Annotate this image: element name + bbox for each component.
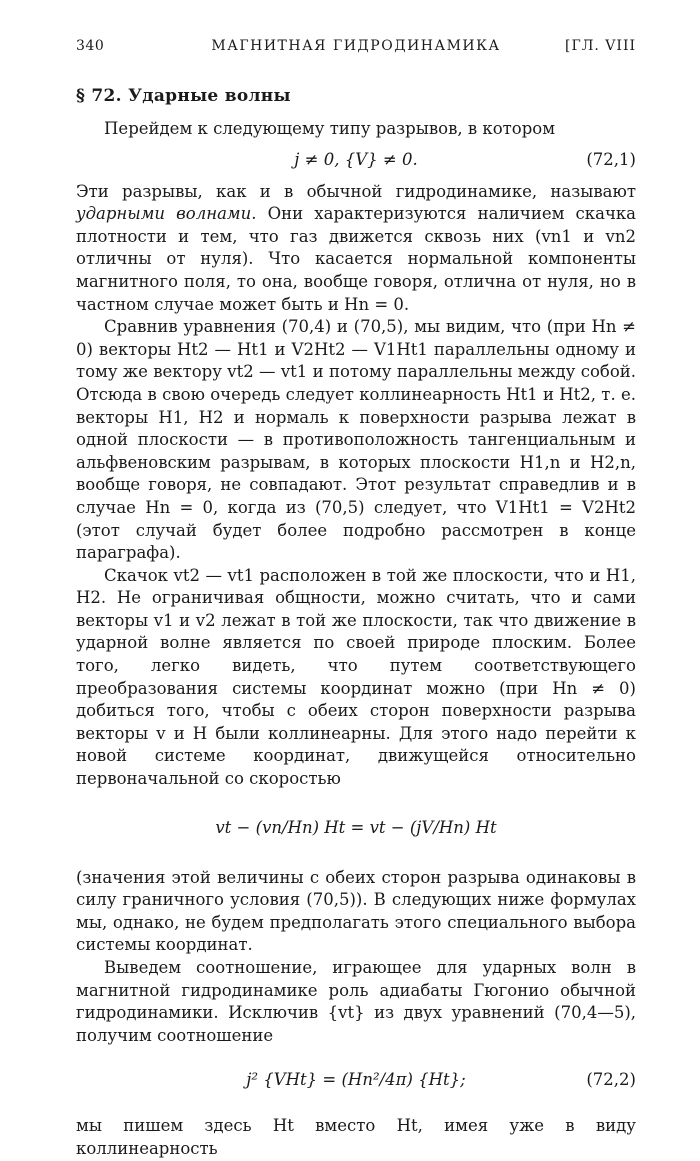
paragraph-shock-definition-b: . Они характеризуются наличием скачка плотности и тем, что газ движется сквозь них (vn1 и vn2 отличны от нуля). Что касается нормальной компоненты магнитного поля, то она, вообще говоря, отлична от нуля, но в частном случае может быть и Hn = 0. [76, 204, 637, 314]
equation-frame-velocity [76, 803, 636, 859]
equation-72-2-number: (72,2) [586, 1070, 636, 1090]
section-title: § 72. Ударные волны [76, 86, 291, 106]
equation-72-2-formula: j² {VHt} = (Hn²/4π) {Ht}; [246, 1070, 466, 1090]
term-shock-waves: ударными волнами [76, 204, 252, 224]
equation-72-1-formula: j ≠ 0, {V} ≠ 0. [294, 149, 418, 169]
page-number: 340 [76, 38, 105, 54]
paragraph-shock-definition [76, 181, 636, 317]
equation-72-1-number: (72,1) [586, 149, 636, 169]
paragraph-collinearity: Сравнив уравнения (70,4) и (70,5), мы видим, что (при Hn ≠ 0) векторы Ht2 — Ht1 и V2Ht2 — V1Ht1 параллельны одному и тому же вектору vt2 — vt1 и потому параллельны между собой. Отсюда в свою очередь следует коллинеарность Ht1 и Ht2, т. е. векторы H1, H2 и нормаль к поверхности разрыва лежат в одной плоскости — в противоположность тангенциальным и альфвеновским разрывам, в которых плоскости H1,n и H2,n, вообще говоря, не совпадают. Этот результат справедлив и в случае Hn = 0, когда из (70,5) следует, что V1Ht1 = V2Ht2 (этот случай будет более подробно рассмотрен в конце параграфа). [76, 317, 636, 563]
chapter-label: [ГЛ. VIII [564, 38, 636, 54]
paragraph-shock-definition-a: Эти разрывы, как и в обычной гидродинамике, называют [76, 181, 636, 201]
body-text [76, 118, 636, 1161]
paragraph-closing: мы пишем здесь Ht вместо Ht, имея уже в виду коллинеарность [76, 1116, 636, 1158]
equation-72-1 [76, 145, 636, 175]
paragraph-boundary-condition: (значения этой величины с обеих сторон разрыва одинаковы в силу граничного условия (70,5)). В следующих ниже формулах мы, однако, не будем предполагать этого специального выбора системы координат. [76, 867, 636, 955]
equation-72-2 [76, 1057, 636, 1109]
running-title: МАГНИТНАЯ ГИДРОДИНАМИКА [211, 38, 501, 54]
equation-frame-velocity-formula: vt − (vn/Hn) Ht = vt − (jV/Hn) Ht [215, 817, 497, 837]
paragraph-hugoniot: Выведем соотношение, играющее для ударных волн в магнитной гидродинамике роль адиабаты Гюгонио обычной гидродинамики. Исключив {vt} из двух уравнений (70,4—5), получим соотношение [76, 958, 636, 1045]
paragraph-intro: Перейдем к следующему типу разрывов, в котором [104, 119, 556, 138]
paragraph-plane-motion: Скачок vt2 — vt1 расположен в той же плоскости, что и H1, H2. Не ограничивая общности, можно считать, что и сами векторы v1 и v2 лежат в той же плоскости, так что движение в ударной волне является по своей природе плоским. Более того, легко видеть, что путем соответствующего преобразования системы координат можно (при Hn ≠ 0) добиться того, чтобы с обеих сторон поверхности разрыва векторы v и H были коллинеарны. Для этого надо перейти к новой системе координат, движущейся относительно первоначальной со скоростью [76, 565, 636, 789]
